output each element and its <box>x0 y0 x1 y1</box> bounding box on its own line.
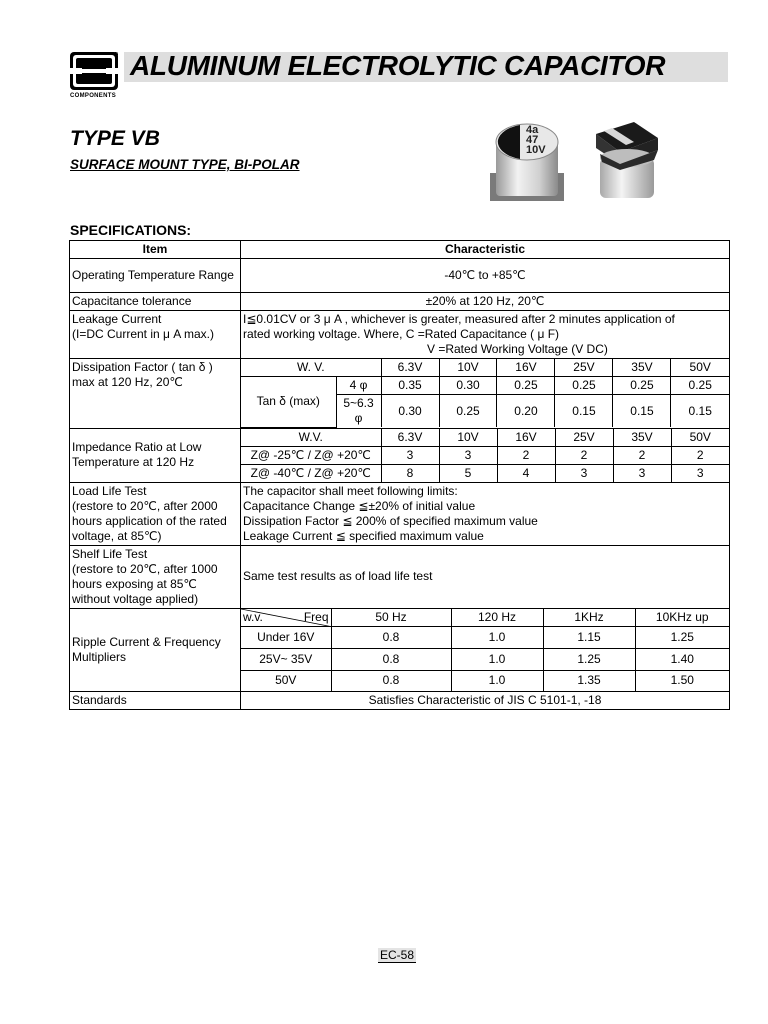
load-life-line: Capacitance Change ≦±20% of initial value <box>243 498 476 513</box>
shelf-life-item-line: Shelf Life Test <box>72 546 148 561</box>
df-size-label: 4 φ <box>336 377 381 395</box>
row-load-life <box>70 482 730 545</box>
df-tan-label: Tan δ (max) <box>241 377 336 428</box>
ripple-value: 1.25 <box>543 649 635 671</box>
svg-text:4a: 4a <box>526 124 539 136</box>
ripple-freq: 50 Hz <box>331 609 451 627</box>
ripple-freq: 120 Hz <box>451 609 543 627</box>
ripple-row <box>241 649 729 671</box>
df-value: 0.15 <box>613 395 671 428</box>
ripple-value: 0.8 <box>331 671 451 691</box>
load-life-line: Leakage Current ≦ specified maximum value <box>243 528 484 543</box>
leakage-text-line: V =Rated Working Voltage (V DC) <box>427 342 608 356</box>
ripple-freq: 1KHz <box>543 609 635 627</box>
df-value: 0.30 <box>439 377 497 395</box>
imp-row-label: Z@ -25℃ / Z@ +20℃ <box>241 446 381 464</box>
ripple-value: 1.40 <box>635 649 729 671</box>
page-title: ALUMINUM ELECTROLYTIC CAPACITOR <box>130 50 666 81</box>
imp-voltage: 10V <box>439 429 497 447</box>
df-value: 0.25 <box>613 377 671 395</box>
ripple-row-label: Under 16V <box>241 627 331 649</box>
ripple-freq-row <box>241 609 729 627</box>
dissipation-factor-subtable <box>241 359 730 429</box>
row-ripple-current <box>70 608 730 691</box>
imp-voltage: 35V <box>613 429 671 447</box>
df-wv-label: W. V. <box>241 359 381 377</box>
imp-value: 2 <box>555 446 613 464</box>
load-life-item-line: (restore to 20℃, after 2000 <box>72 498 218 513</box>
df-voltage: 10V <box>439 359 497 377</box>
item-dissipation-factor: Dissipation Factor ( tan δ ) max at 120 Hz, 20℃ <box>70 359 241 429</box>
title-bar <box>124 52 728 82</box>
row-dissipation-factor <box>70 359 730 429</box>
type-subtitle: SURFACE MOUNT TYPE, BI-POLAR <box>70 157 300 172</box>
item-capacitance-tolerance: Capacitance tolerance <box>70 293 241 311</box>
load-life-line: Dissipation Factor ≦ 200% of specified maximum value <box>243 513 538 528</box>
df-voltage: 50V <box>671 359 729 377</box>
imp-voltage: 25V <box>555 429 613 447</box>
df-voltage: 25V <box>555 359 613 377</box>
df-voltage: 6.3V <box>381 359 439 377</box>
imp-value: 5 <box>439 464 497 482</box>
imp-wv-label: W.V. <box>241 429 381 447</box>
table-header-row <box>70 241 730 259</box>
df-value: 0.20 <box>497 395 555 428</box>
imp-row-25 <box>241 446 729 464</box>
logo-text: COMPONENTS <box>70 93 117 99</box>
shelf-life-item-line: hours exposing at 85℃ <box>72 576 197 591</box>
imp-value: 2 <box>671 446 729 464</box>
df-voltage-row <box>241 359 729 377</box>
item-standards: Standards <box>70 691 241 709</box>
shelf-life-item-line: without voltage applied) <box>72 591 199 606</box>
df-value: 0.25 <box>439 395 497 428</box>
ripple-value: 1.0 <box>451 627 543 649</box>
imp-value: 4 <box>497 464 555 482</box>
row-shelf-life <box>70 545 730 608</box>
df-voltage: 35V <box>613 359 671 377</box>
imp-voltage-row <box>241 429 729 447</box>
capacitor-photo <box>486 118 676 208</box>
header-item: Item <box>70 241 241 259</box>
ripple-wv-label: w.v. <box>243 609 263 624</box>
ripple-value: 0.8 <box>331 649 451 671</box>
ripple-value: 1.0 <box>451 671 543 691</box>
imp-value: 2 <box>613 446 671 464</box>
item-impedance-ratio: Impedance Ratio at Low Temperature at 120 Hz <box>70 428 241 482</box>
item-ripple-current: Ripple Current & Frequency Multipliers <box>70 608 241 691</box>
row-leakage-current <box>70 311 730 359</box>
df-value: 0.30 <box>381 395 439 428</box>
svg-text:47: 47 <box>526 134 539 146</box>
leakage-text-line: I≦0.01CV or 3 μ A , whichever is greater, measured after 2 minutes application of <box>243 312 675 326</box>
df-value: 0.15 <box>671 395 729 428</box>
row-capacitance-tolerance <box>70 293 730 311</box>
imp-value: 3 <box>381 446 439 464</box>
imp-voltage: 50V <box>671 429 729 447</box>
impedance-subtable <box>241 428 730 482</box>
ripple-value: 0.8 <box>331 627 451 649</box>
header-characteristic: Characteristic <box>241 241 730 259</box>
row-impedance-ratio <box>70 428 730 482</box>
ripple-value: 1.35 <box>543 671 635 691</box>
logo-mark-icon <box>70 52 118 90</box>
imp-value: 8 <box>381 464 439 482</box>
row-operating-temperature <box>70 259 730 293</box>
ripple-row-label: 25V~ 35V <box>241 649 331 671</box>
df-size-label: 5~6.3 φ <box>336 395 381 428</box>
leakage-text-line: rated working voltage. Where, C =Rated Capacitance ( μ F) <box>243 327 560 341</box>
value-standards: Satisfies Characteristic of JIS C 5101-1, -18 <box>241 691 730 709</box>
df-value: 0.15 <box>555 395 613 428</box>
ripple-value: 1.50 <box>635 671 729 691</box>
specifications-table <box>69 240 730 710</box>
df-value: 0.25 <box>497 377 555 395</box>
load-life-item-line: voltage, at 85℃) <box>72 528 162 543</box>
page-number: EC-58 <box>380 948 415 962</box>
df-row-4phi <box>241 377 729 395</box>
imp-value: 3 <box>439 446 497 464</box>
ripple-corner-cell <box>241 609 331 627</box>
imp-value: 3 <box>555 464 613 482</box>
svg-text:10V: 10V <box>526 144 546 156</box>
load-life-item-line: hours application of the rated <box>72 513 227 528</box>
imp-value: 3 <box>613 464 671 482</box>
value-load-life <box>241 482 730 545</box>
df-value: 0.25 <box>671 377 729 395</box>
ripple-row <box>241 671 729 691</box>
imp-row-label: Z@ -40℃ / Z@ +20℃ <box>241 464 381 482</box>
item-leakage-current <box>70 311 241 359</box>
company-logo <box>70 52 122 102</box>
ripple-freq-label: Freq <box>303 609 329 624</box>
leakage-item-line: Leakage Current <box>72 312 162 326</box>
imp-value: 3 <box>671 464 729 482</box>
ripple-value: 1.15 <box>543 627 635 649</box>
value-leakage-current <box>241 311 730 359</box>
df-value: 0.35 <box>381 377 439 395</box>
ripple-subtable <box>241 608 730 691</box>
df-voltage: 16V <box>497 359 555 377</box>
shelf-life-item-line: (restore to 20℃, after 1000 <box>72 561 218 576</box>
df-value: 0.25 <box>555 377 613 395</box>
imp-row-40 <box>241 464 729 482</box>
ripple-value: 1.25 <box>635 627 729 649</box>
imp-voltage: 6.3V <box>381 429 439 447</box>
value-operating-temperature: -40℃ to +85℃ <box>241 259 730 293</box>
item-load-life <box>70 482 241 545</box>
value-capacitance-tolerance: ±20% at 120 Hz, 20℃ <box>241 293 730 311</box>
ripple-row <box>241 627 729 649</box>
type-title: TYPE VB <box>70 127 160 150</box>
specifications-heading: SPECIFICATIONS: <box>70 222 192 238</box>
load-life-line: The capacitor shall meet following limits: <box>243 483 458 498</box>
ripple-row-label: 50V <box>241 671 331 691</box>
item-operating-temperature: Operating Temperature Range <box>70 259 241 293</box>
item-shelf-life <box>70 545 241 608</box>
row-standards <box>70 691 730 709</box>
load-life-item-line: Load Life Test <box>72 483 147 498</box>
ripple-value: 1.0 <box>451 649 543 671</box>
leakage-item-line: (I=DC Current in μ A max.) <box>72 327 214 341</box>
ripple-freq: 10KHz up <box>635 609 729 627</box>
value-shelf-life: Same test results as of load life test <box>241 545 730 608</box>
imp-value: 2 <box>497 446 555 464</box>
imp-voltage: 16V <box>497 429 555 447</box>
